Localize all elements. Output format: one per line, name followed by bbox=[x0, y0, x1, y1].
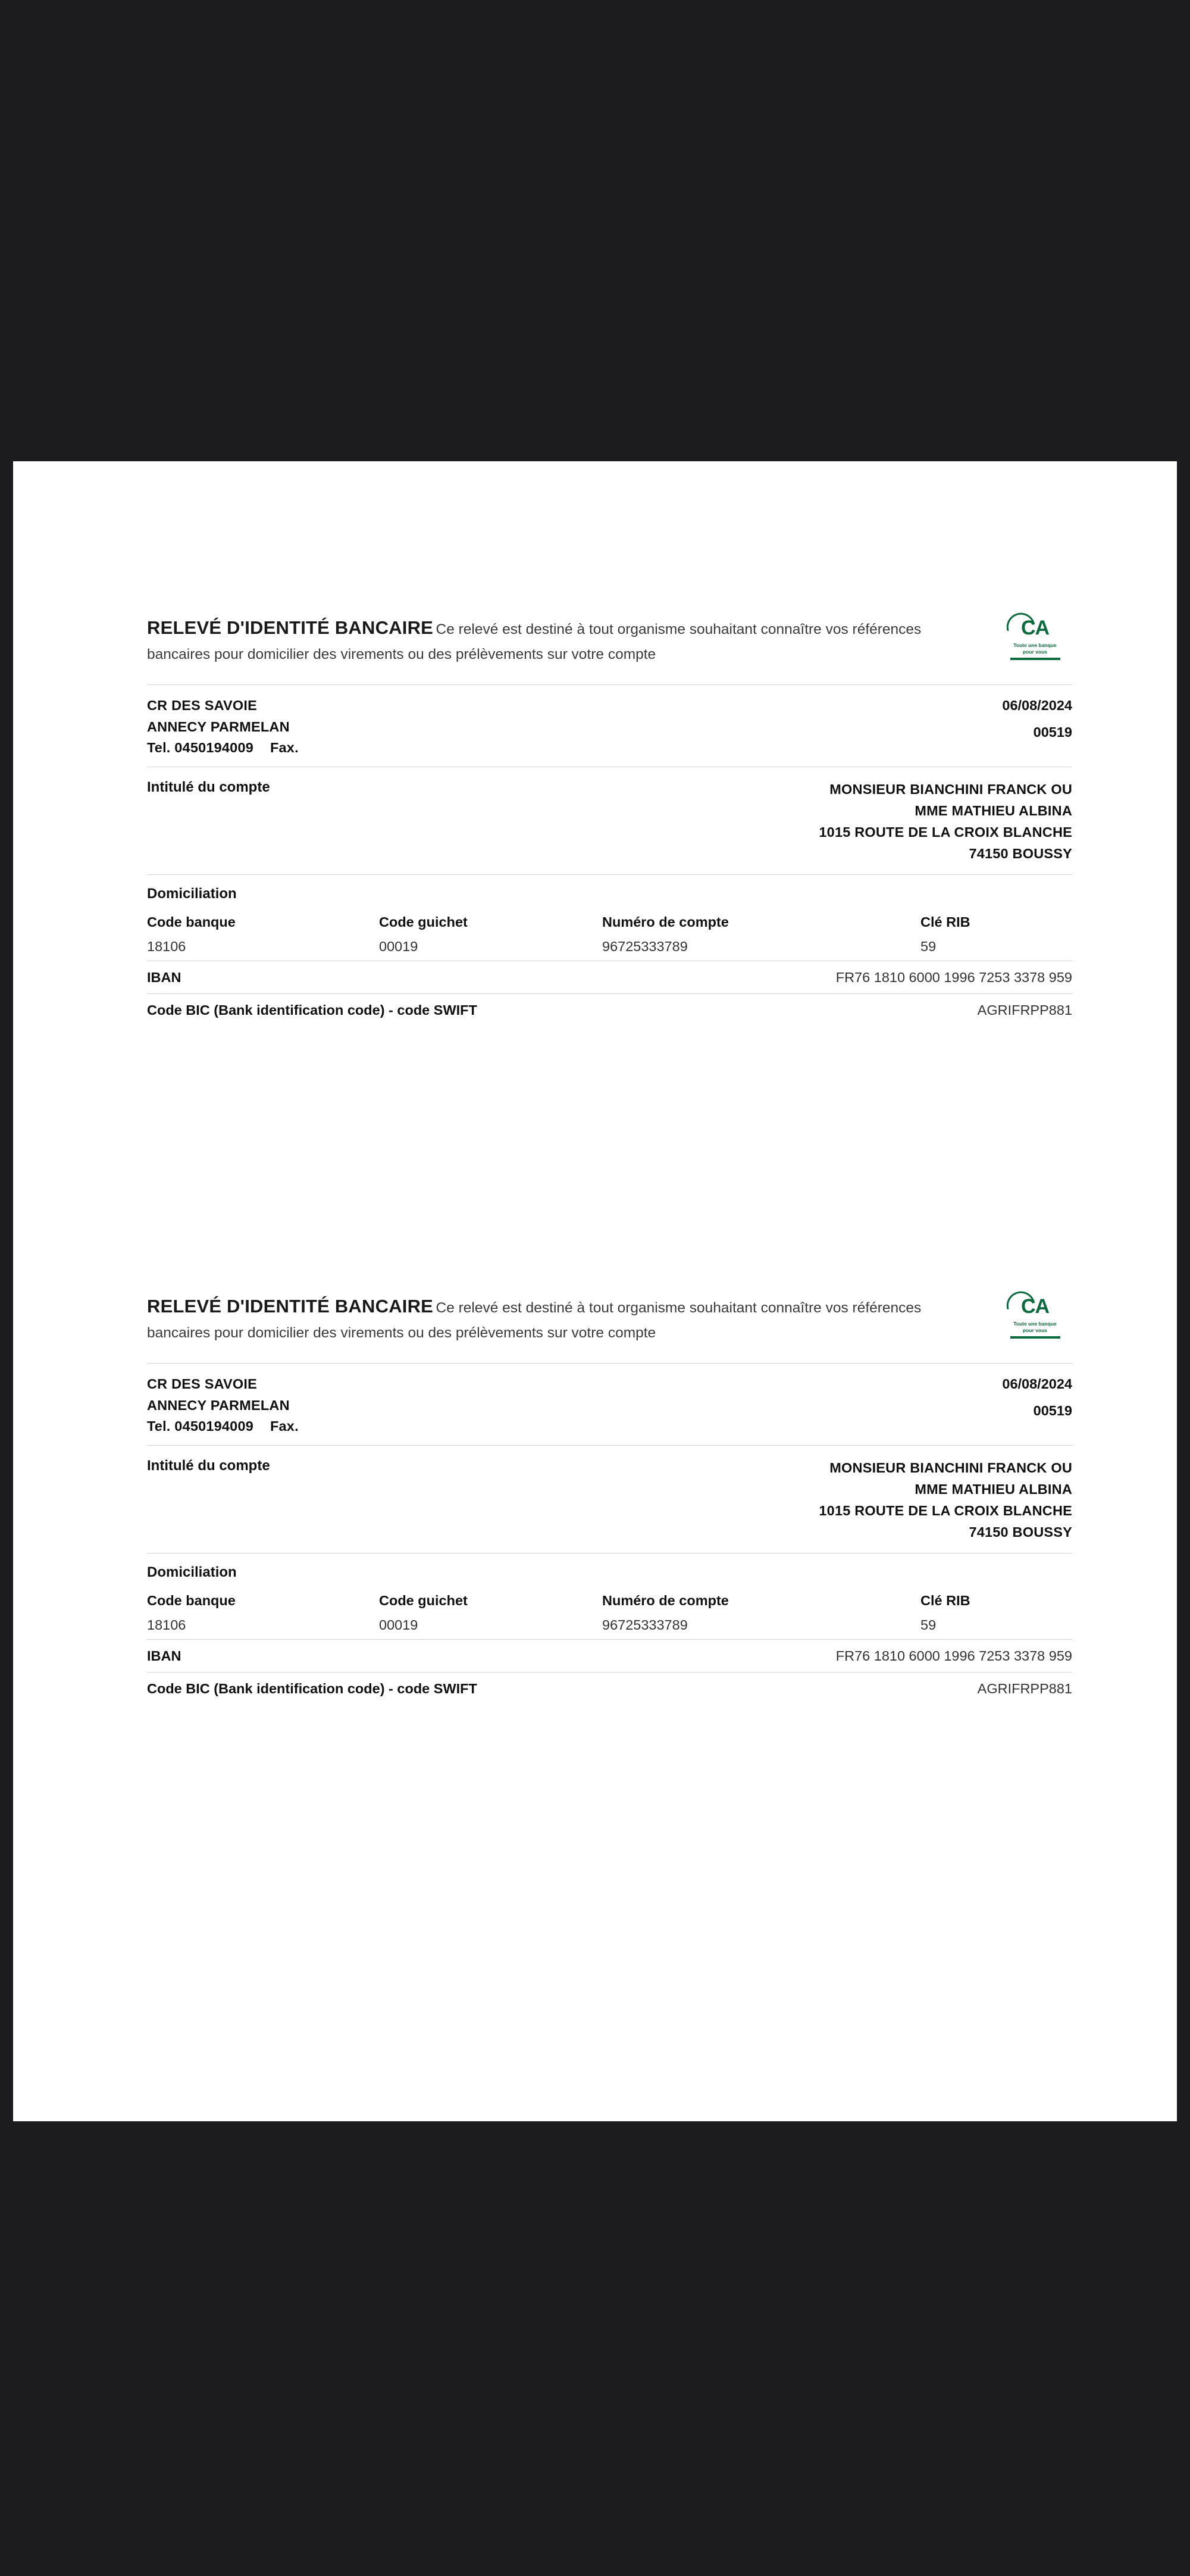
logo-tagline-1: Toute une banque bbox=[1013, 642, 1057, 648]
bic-row bbox=[147, 1672, 1072, 1705]
rib-block-2 bbox=[147, 1292, 1072, 1705]
code-guichet-column bbox=[379, 914, 468, 955]
cle-rib-value: 59 bbox=[920, 1617, 937, 1633]
domiciliation-label: Domiciliation bbox=[147, 886, 237, 902]
tel-label: Tel. bbox=[147, 740, 171, 756]
code-guichet-header: Code guichet bbox=[379, 1593, 468, 1609]
rib-heading bbox=[147, 613, 965, 667]
cle-rib-header: Clé RIB bbox=[920, 1593, 970, 1609]
bic-value: AGRIFRPP881 bbox=[977, 1002, 1072, 1018]
code-banque-header: Code banque bbox=[147, 1593, 236, 1609]
iban-value: FR76 1810 6000 1996 7253 3378 959 bbox=[835, 1648, 1072, 1664]
iban-label: IBAN bbox=[147, 1648, 181, 1664]
holder-line: 1015 ROUTE DE LA CROIX BLANCHE bbox=[819, 824, 1072, 840]
account-holder-block bbox=[147, 1446, 1072, 1553]
code-banque-value: 18106 bbox=[147, 1617, 186, 1633]
bank-name: CR DES SAVOIE bbox=[147, 698, 257, 713]
code-banque-value: 18106 bbox=[147, 939, 186, 955]
agency-block bbox=[147, 685, 1072, 767]
bank-name: CR DES SAVOIE bbox=[147, 1376, 257, 1392]
branch-code: 00519 bbox=[1033, 724, 1072, 740]
holder-line: 74150 BOUSSY bbox=[969, 1524, 1072, 1540]
rib-header bbox=[147, 1292, 1072, 1363]
code-guichet-value: 00019 bbox=[379, 939, 418, 955]
iban-label: IBAN bbox=[147, 970, 181, 986]
account-holder-address bbox=[819, 779, 1072, 865]
rib-block-1 bbox=[147, 613, 1072, 1026]
credit-agricole-logo-icon bbox=[998, 618, 1072, 674]
iban-row bbox=[147, 961, 1072, 993]
code-banque-header: Code banque bbox=[147, 914, 236, 930]
bic-value: AGRIFRPP881 bbox=[977, 1681, 1072, 1697]
code-guichet-value: 00019 bbox=[379, 1617, 418, 1633]
branch-name: ANNECY PARMELAN bbox=[147, 1397, 290, 1413]
domiciliation-label: Domiciliation bbox=[147, 1564, 237, 1581]
numero-compte-header: Numéro de compte bbox=[602, 1593, 729, 1609]
code-guichet-header: Code guichet bbox=[379, 914, 468, 930]
agency-block bbox=[147, 1364, 1072, 1445]
credit-agricole-logo-icon bbox=[998, 1296, 1072, 1353]
logo-tagline-2: pour vous bbox=[1022, 1327, 1048, 1333]
account-holder-block bbox=[147, 767, 1072, 874]
fax-label: Fax. bbox=[270, 740, 299, 756]
fax-label: Fax. bbox=[270, 1418, 299, 1434]
bank-codes-row bbox=[147, 1584, 1072, 1639]
holder-line: 1015 ROUTE DE LA CROIX BLANCHE bbox=[819, 1503, 1072, 1519]
holder-line: MME MATHIEU ALBINA bbox=[915, 1481, 1072, 1498]
branch-name: ANNECY PARMELAN bbox=[147, 718, 290, 734]
rib-title: RELEVÉ D'IDENTITÉ BANCAIRE bbox=[147, 1296, 434, 1317]
numero-compte-column bbox=[602, 914, 729, 955]
holder-line: 74150 BOUSSY bbox=[969, 846, 1072, 862]
iban-row bbox=[147, 1640, 1072, 1672]
bic-label: Code BIC (Bank identification code) - code SWIFT bbox=[147, 1002, 477, 1018]
numero-compte-column bbox=[602, 1593, 729, 1633]
rib-intro: Ce relevé est destiné à tout organisme souhaitant connaître vos références bancaires pour domicilier des virements ou des prélèvements sur votre compte bbox=[147, 1300, 922, 1342]
cle-rib-column bbox=[920, 914, 970, 955]
logo-bar bbox=[1010, 658, 1060, 660]
holder-line: MONSIEUR BIANCHINI FRANCK OU bbox=[829, 781, 1072, 798]
code-banque-column bbox=[147, 1593, 236, 1633]
tel-value: 0450194009 bbox=[174, 740, 253, 756]
cle-rib-column bbox=[920, 1593, 970, 1633]
numero-compte-value: 96725333789 bbox=[602, 1617, 688, 1633]
cle-rib-header: Clé RIB bbox=[920, 914, 970, 930]
tel-label: Tel. bbox=[147, 1418, 171, 1434]
branch-code: 00519 bbox=[1033, 1403, 1072, 1418]
logo-bar bbox=[1010, 1336, 1060, 1339]
holder-line: MME MATHIEU ALBINA bbox=[915, 803, 1072, 819]
bic-label: Code BIC (Bank identification code) - code SWIFT bbox=[147, 1681, 477, 1697]
document-page bbox=[13, 461, 1177, 2121]
rib-title: RELEVÉ D'IDENTITÉ BANCAIRE bbox=[147, 617, 434, 638]
iban-value: FR76 1810 6000 1996 7253 3378 959 bbox=[835, 970, 1072, 986]
tel-value: 0450194009 bbox=[174, 1418, 253, 1434]
cle-rib-value: 59 bbox=[920, 939, 937, 955]
bank-codes-row bbox=[147, 906, 1072, 961]
account-title-label: Intitulé du compte bbox=[147, 1458, 270, 1474]
issue-date: 06/08/2024 bbox=[1002, 698, 1072, 713]
code-banque-column bbox=[147, 914, 236, 955]
logo-mark: CA bbox=[998, 618, 1072, 638]
account-title-label: Intitulé du compte bbox=[147, 779, 270, 796]
logo-mark: CA bbox=[998, 1296, 1072, 1317]
contact-line bbox=[147, 737, 1072, 759]
holder-line: MONSIEUR BIANCHINI FRANCK OU bbox=[829, 1460, 1072, 1476]
issue-date: 06/08/2024 bbox=[1002, 1376, 1072, 1392]
bic-row bbox=[147, 994, 1072, 1026]
logo-tagline-2: pour vous bbox=[1022, 648, 1048, 655]
logo-tagline-1: Toute une banque bbox=[1013, 1321, 1057, 1327]
rib-header bbox=[147, 613, 1072, 684]
numero-compte-header: Numéro de compte bbox=[602, 914, 729, 930]
rib-intro: Ce relevé est destiné à tout organisme souhaitant connaître vos références bancaires pour domicilier des virements ou des prélèvements sur votre compte bbox=[147, 621, 922, 663]
rib-heading bbox=[147, 1292, 965, 1345]
contact-line bbox=[147, 1416, 1072, 1437]
account-holder-address bbox=[819, 1458, 1072, 1543]
code-guichet-column bbox=[379, 1593, 468, 1633]
numero-compte-value: 96725333789 bbox=[602, 939, 688, 955]
